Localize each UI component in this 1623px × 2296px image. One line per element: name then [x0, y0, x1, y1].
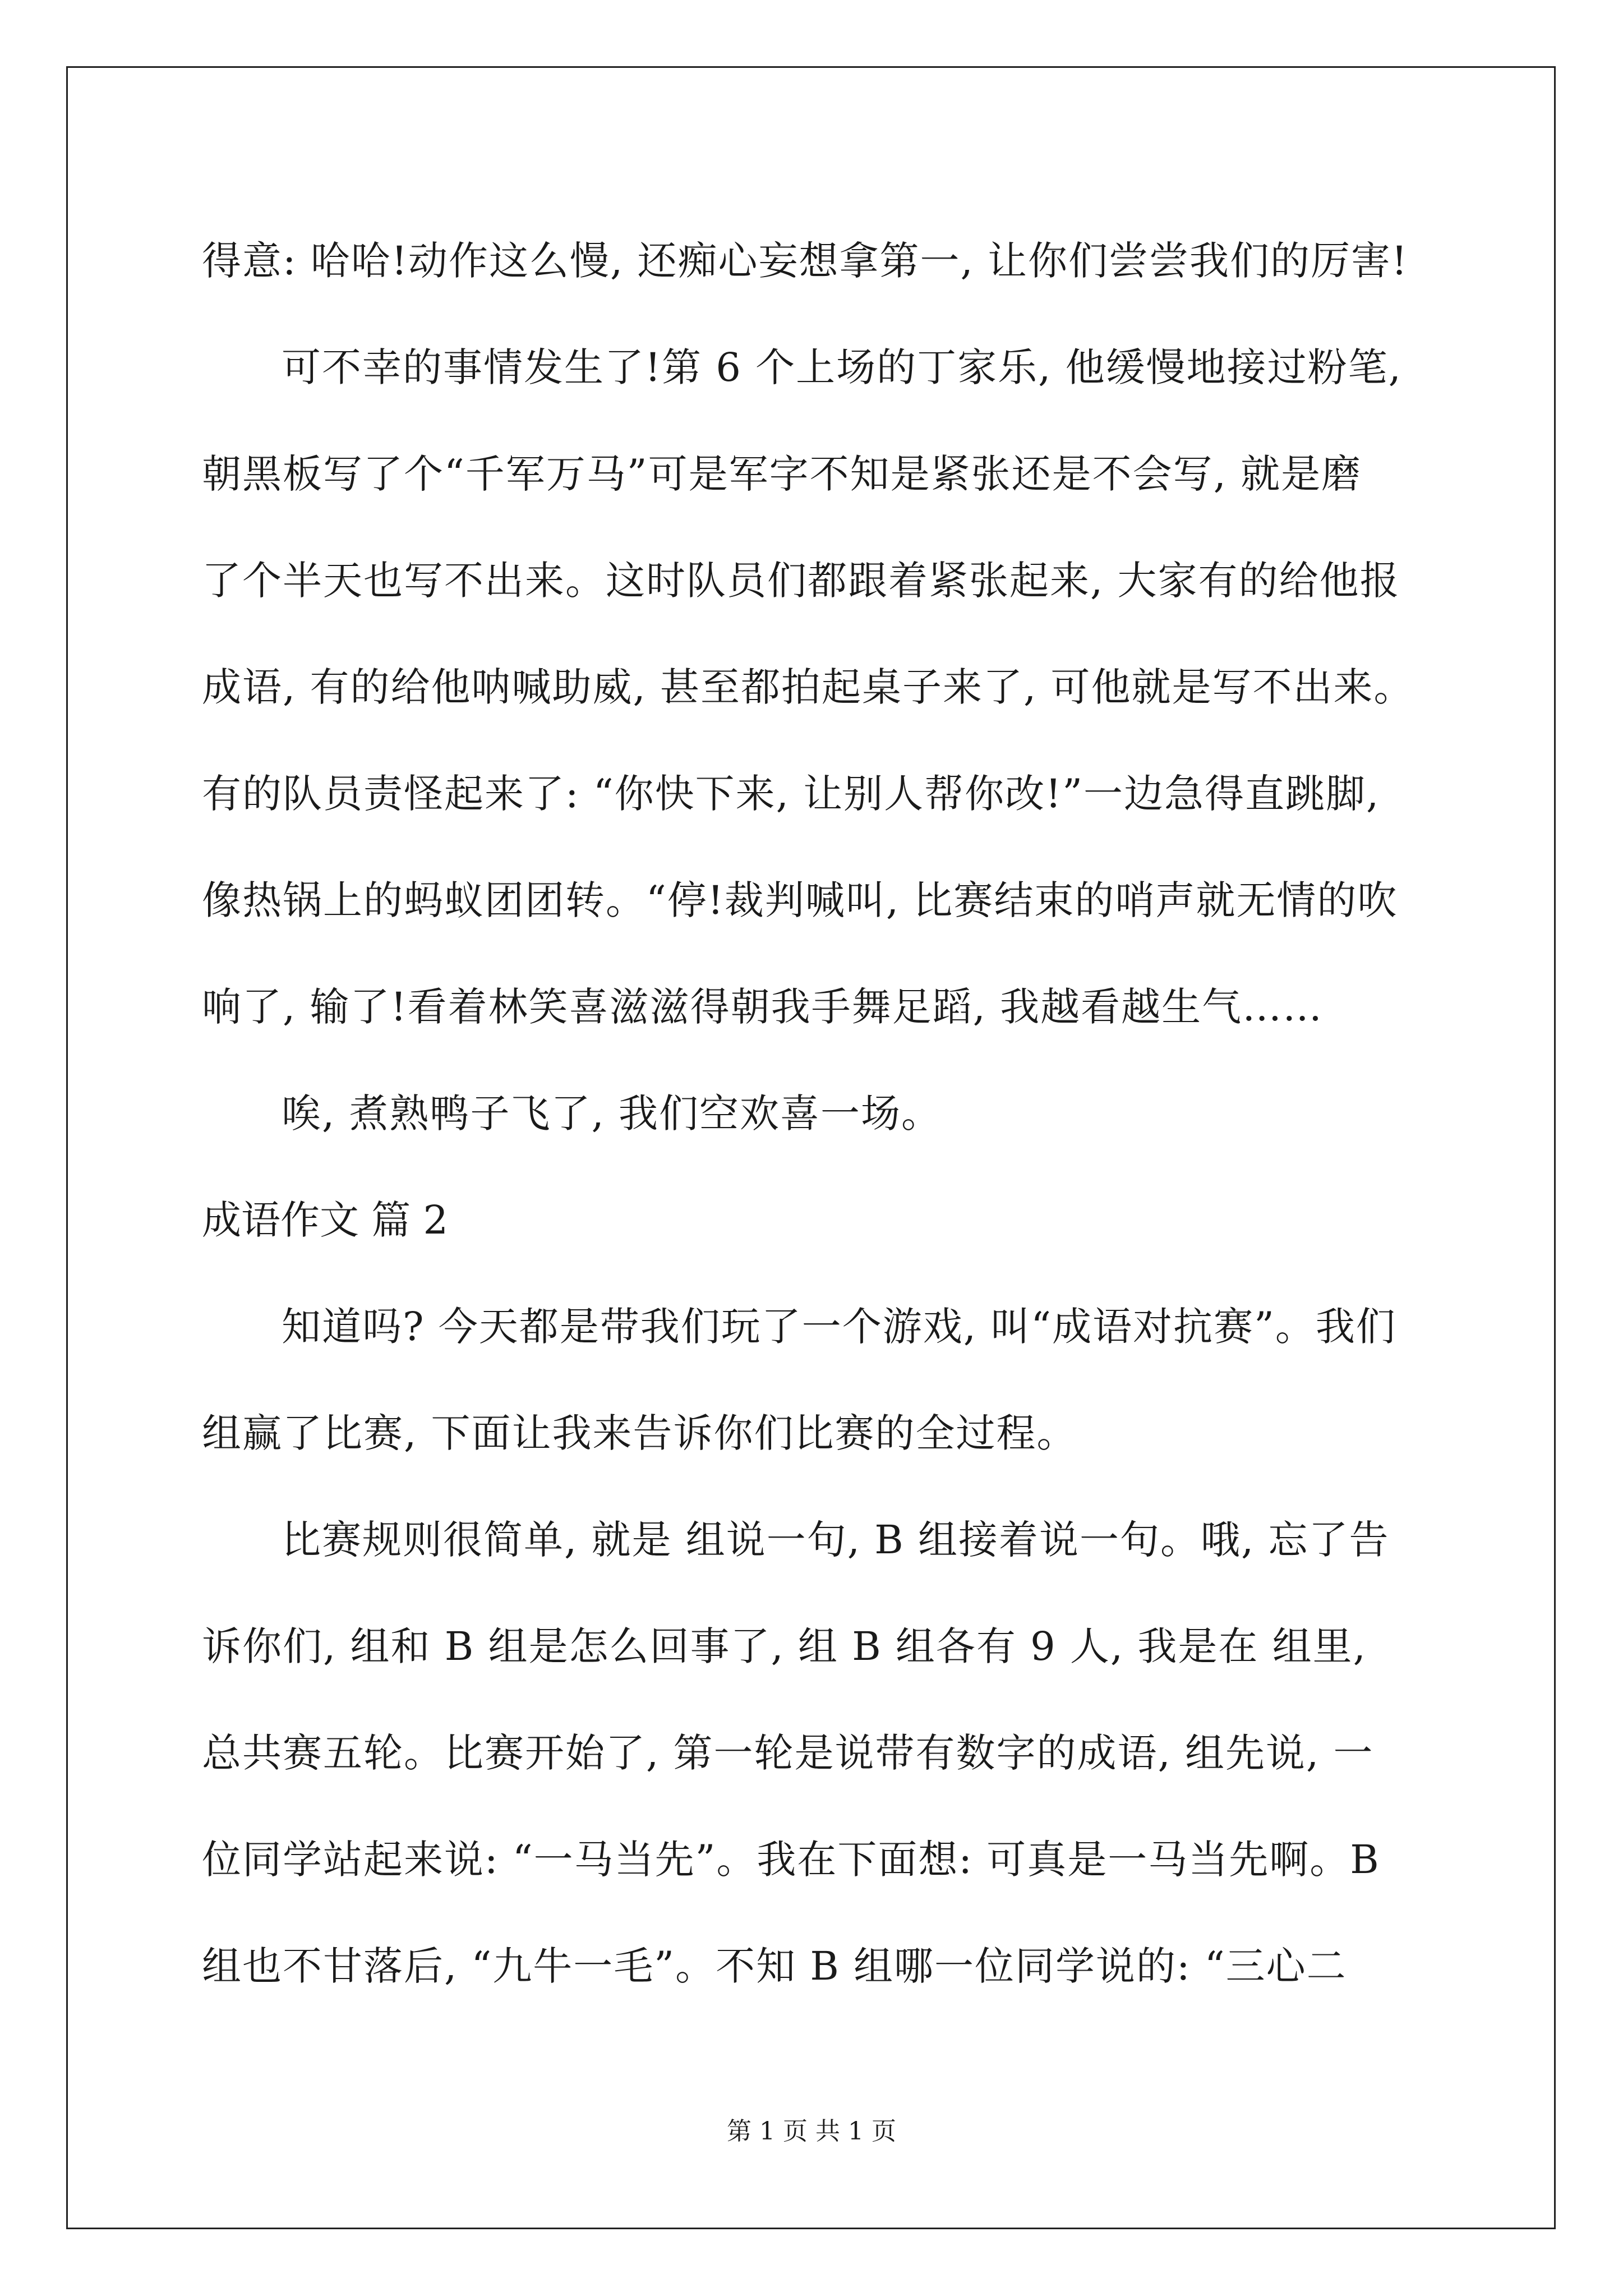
- text-line: 组也不甘落后, “九牛一毛”。不知 B 组哪一位同学说的: “三心二: [202, 1943, 1347, 1989]
- text-line: 位同学站起来说: “一马当先”。我在下面想: 可真是一马当先啊。B: [202, 1837, 1380, 1883]
- text-line: 成语, 有的给他呐喊助威, 甚至都拍起桌子来了, 可他就是写不出来。: [202, 664, 1414, 710]
- text-line: 诉你们, 组和 B 组是怎么回事了, 组 B 组各有 9 人, 我是在 组里,: [202, 1623, 1367, 1669]
- text-line: 响了, 输了!看着林笑喜滋滋得朝我手舞足蹈, 我越看越生气……: [202, 984, 1324, 1030]
- text-line: 组赢了比赛, 下面让我来告诉你们比赛的全过程。: [202, 1410, 1077, 1456]
- text-line: 总共赛五轮。比赛开始了, 第一轮是说带有数字的成语, 组先说, 一: [202, 1730, 1374, 1776]
- paragraph-start: 比赛规则很简单, 就是 组说一句, B 组接着说一句。哦, 忘了告: [282, 1517, 1390, 1563]
- text-line: 得意: 哈哈!动作这么慢, 还痴心妄想拿第一, 让你们尝尝我们的厉害!: [202, 238, 1409, 284]
- text-line: 像热锅上的蚂蚁团团转。“停!裁判喊叫, 比赛结束的哨声就无情的吹: [202, 877, 1398, 923]
- paragraph-start: 可不幸的事情发生了!第 6 个上场的丁家乐, 他缓慢地接过粉笔,: [282, 344, 1402, 390]
- paragraph-start: 唉, 煮熟鸭子飞了, 我们空欢喜一场。: [282, 1091, 942, 1137]
- paragraph-start: 知道吗? 今天都是带我们玩了一个游戏, 叫“成语对抗赛”。我们: [282, 1304, 1396, 1350]
- document-body: [202, 208, 1464, 2019]
- text-line: 朝黑板写了个“千军万马”可是军字不知是紧张还是不会写, 就是磨: [202, 451, 1362, 497]
- section-heading: 成语作文 篇 2: [202, 1197, 449, 1243]
- page-footer: 第 1 页 共 1 页: [727, 2117, 896, 2146]
- text-line: 有的队员责怪起来了: “你快下来, 让别人帮你改!”一边急得直跳脚,: [202, 771, 1380, 817]
- text-line: 了个半天也写不出来。这时队员们都跟着紧张起来, 大家有的给他报: [202, 558, 1400, 604]
